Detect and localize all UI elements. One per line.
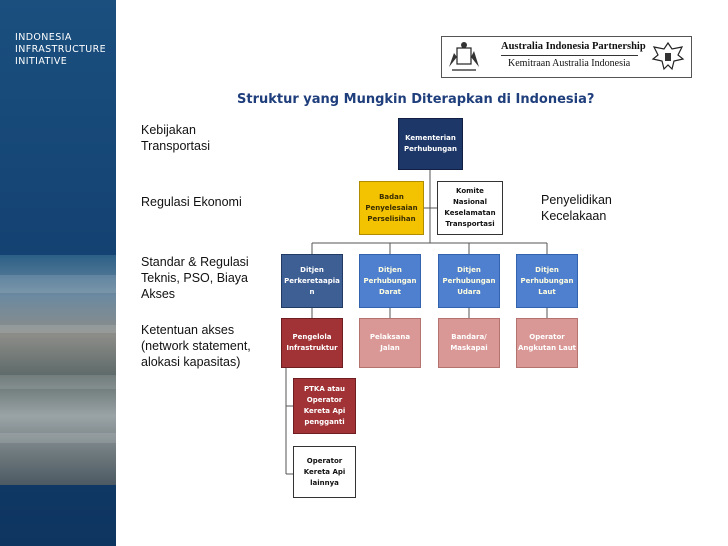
slide-title: Struktur yang Mungkin Diterapkan di Indonesia? bbox=[237, 92, 595, 107]
label-regulasi-ekonomi: Regulasi Ekonomi bbox=[141, 195, 242, 209]
brand-line-2: INFRASTRUCTURE bbox=[15, 44, 107, 55]
partnership-title: Australia Indonesia Partnership bbox=[501, 41, 646, 52]
label-kebijakan-transportasi: Kebijakan Transportasi bbox=[141, 123, 211, 153]
box-pengelola-infrastruktur: Pengelola Infrastruktur bbox=[281, 318, 343, 368]
box-ditjen-laut: Ditjen Perhubungan Laut bbox=[516, 254, 578, 308]
box-ditjen-udara: Ditjen Perhubungan Udara bbox=[438, 254, 500, 308]
label-ketentuan-akses: Ketentuan akses (network statement, alokasi kapasitas) bbox=[141, 323, 251, 369]
brand-line-3: INITIATIVE bbox=[15, 56, 68, 67]
box-operator-kereta-api-lainnya: Operator Kereta Api lainnya bbox=[293, 446, 356, 498]
partnership-subtitle: Kemitraan Australia Indonesia bbox=[508, 58, 631, 69]
label-penyelidikan-kecelakaan: Penyelidikan Kecelakaan bbox=[541, 193, 612, 223]
box-ditjen-perkeretaapian: Ditjen Perkeretaapia n bbox=[281, 254, 343, 308]
box-kementerian-perhubungan: Kementerian Perhubungan bbox=[398, 118, 463, 170]
box-komite-nasional: Komite Nasional Keselamatan Transportasi bbox=[437, 181, 503, 235]
box-ditjen-darat: Ditjen Perhubungan Darat bbox=[359, 254, 421, 308]
brand-line-1: INDONESIA bbox=[15, 32, 72, 43]
label-standar-regulasi: Standar & Regulasi Teknis, PSO, Biaya Akses bbox=[141, 255, 249, 301]
box-ptka-operator: PTKA atau Operator Kereta Api pengganti bbox=[293, 378, 356, 434]
box-badan-penyelesaian: Badan Penyelesaian Perselisihan bbox=[359, 181, 424, 235]
box-pelaksana-jalan: Pelaksana Jalan bbox=[359, 318, 421, 368]
box-operator-angkutan-laut: Operator Angkutan Laut bbox=[516, 318, 578, 368]
box-bandara-maskapai: Bandara/ Maskapai bbox=[438, 318, 500, 368]
